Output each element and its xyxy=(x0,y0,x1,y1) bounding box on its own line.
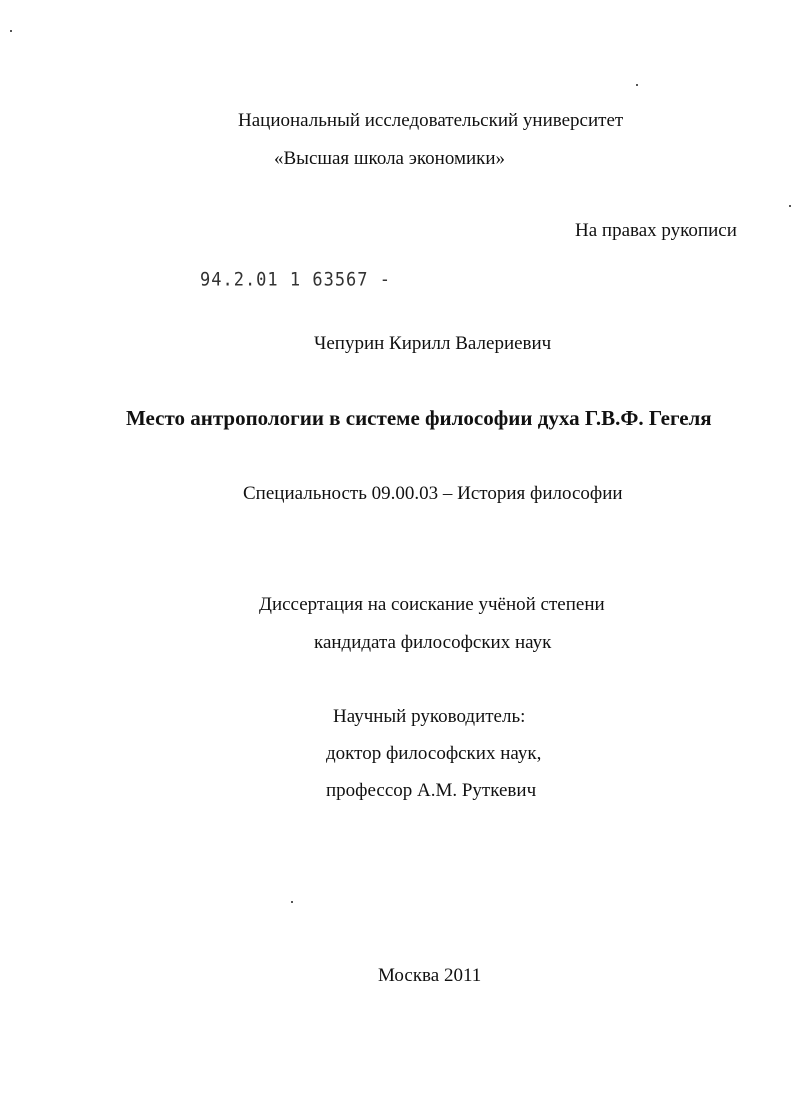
scan-speck xyxy=(636,84,638,86)
supervisor-degree: доктор философских наук, xyxy=(326,743,542,764)
author-name: Чепурин Кирилл Валериевич xyxy=(314,333,552,354)
manuscript-note: На правах рукописи xyxy=(575,220,737,241)
scan-speck xyxy=(291,901,293,903)
dissertation-title: Место антропологии в системе философии духа Г.В.Ф. Гегеля xyxy=(126,406,712,430)
degree-line-1: Диссертация на соискание учёной степени xyxy=(259,594,605,615)
speciality: Специальность 09.00.03 – История философии xyxy=(243,483,623,504)
university-name-quoted: «Высшая школа экономики» xyxy=(274,148,506,169)
scan-speck xyxy=(789,205,791,207)
supervisor-name: профессор А.М. Руткевич xyxy=(326,780,537,801)
supervisor-label: Научный руководитель: xyxy=(333,706,526,727)
city-year: Москва 2011 xyxy=(378,965,482,986)
degree-line-2: кандидата философских наук xyxy=(314,632,552,653)
archive-stamp: 94.2.01 1 63567 - xyxy=(200,269,391,291)
scan-speck xyxy=(10,30,12,32)
university-name: Национальный исследовательский университет xyxy=(238,110,624,131)
